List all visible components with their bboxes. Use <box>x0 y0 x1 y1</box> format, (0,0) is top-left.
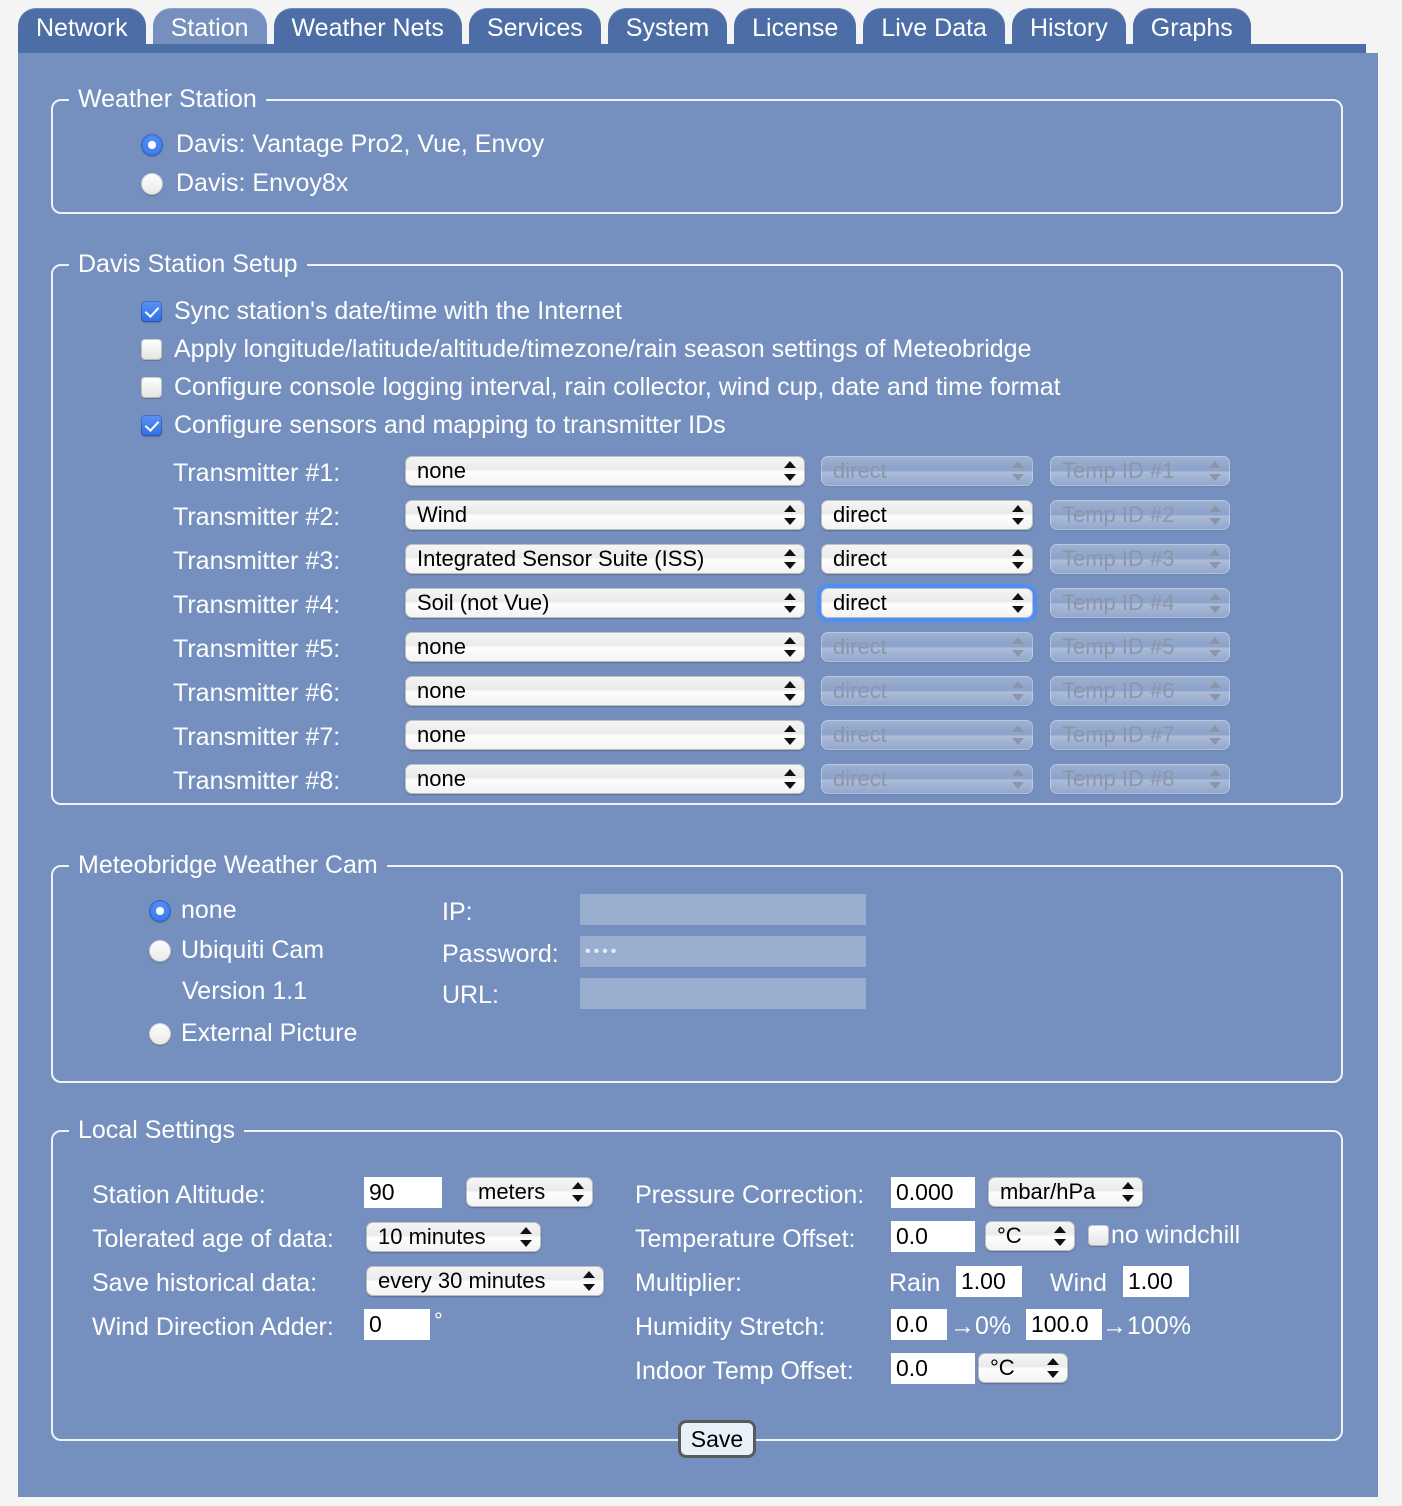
chevron-updown-icon <box>1054 1225 1066 1247</box>
davis-checkbox-label-0: Sync station's date/time with the Internet <box>174 297 623 325</box>
station-altitude-input[interactable]: 90 <box>364 1177 442 1208</box>
station-altitude-label: Station Altitude: <box>92 1181 266 1209</box>
temperature-offset-label-row <box>635 1225 855 1254</box>
weather-station-group <box>51 85 1343 214</box>
transmitter-4-tempid-select-value: Temp ID #4 <box>1062 590 1175 615</box>
password-label: Password: <box>442 940 559 968</box>
chevron-updown-icon <box>1209 680 1221 702</box>
chevron-updown-icon <box>784 592 796 614</box>
chevron-updown-icon <box>1209 548 1221 570</box>
transmitter-2-tempid-select-value: Temp ID #2 <box>1062 502 1175 527</box>
transmitter-1-sensor-select[interactable] <box>405 456 805 486</box>
chevron-updown-icon <box>784 636 796 658</box>
tab-label: History <box>1029 13 1108 42</box>
weather-cam-option-none-label: none <box>181 896 237 924</box>
transmitter-7-mode-select <box>821 720 1033 750</box>
chevron-updown-icon <box>520 1226 532 1248</box>
tolerated-age-select[interactable] <box>366 1222 541 1252</box>
multiplier-rain-input[interactable]: 1.00 <box>956 1266 1022 1297</box>
save-historical-value: every 30 minutes <box>378 1268 546 1293</box>
transmitter-1-mode-select-value: direct <box>833 458 887 483</box>
chevron-updown-icon <box>572 1181 584 1203</box>
multiplier-wind-input[interactable]: 1.00 <box>1123 1266 1189 1297</box>
local-settings-legend: Local Settings <box>78 1116 236 1144</box>
checkbox-no-windchill[interactable] <box>1088 1225 1109 1246</box>
chevron-updown-icon <box>1012 768 1024 790</box>
transmitter-label-row-2 <box>173 503 340 532</box>
save-historical-select[interactable] <box>366 1266 604 1296</box>
transmitter-8-mode-select-value: direct <box>833 766 887 791</box>
radio-davis-vantage-pro2[interactable] <box>141 134 163 156</box>
tab-label: Services <box>486 13 583 42</box>
transmitter-5-sensor-select-value: none <box>417 634 466 659</box>
transmitter-3-tempid-select <box>1050 544 1230 574</box>
transmitter-label-4: Transmitter #4: <box>173 591 341 619</box>
transmitter-3-sensor-select[interactable] <box>405 544 805 574</box>
transmitter-4-mode-select-value: direct <box>833 590 887 615</box>
radio-cam-external-picture[interactable] <box>149 1023 171 1045</box>
transmitter-8-sensor-select-value: none <box>417 766 466 791</box>
davis-checkbox-row-1[interactable] <box>141 335 1031 364</box>
transmitter-5-tempid-select <box>1050 632 1230 662</box>
humidity-stretch-high-input[interactable]: 100.0 <box>1026 1309 1102 1340</box>
transmitter-label-row-1 <box>173 459 340 488</box>
temperature-unit-value: °C <box>997 1223 1022 1248</box>
chevron-updown-icon <box>1012 724 1024 746</box>
humidity-stretch-label-row <box>635 1313 825 1342</box>
transmitter-5-mode-select-value: direct <box>833 634 887 659</box>
url-label: URL: <box>442 981 499 1009</box>
save-historical-label: Save historical data: <box>92 1269 318 1297</box>
tab-label: Weather Nets <box>291 13 444 42</box>
davis-checkbox-label-2: Configure console logging interval, rain collector, wind cup, date and time format <box>174 373 1061 401</box>
davis-checkbox-row-2[interactable] <box>141 373 1061 402</box>
transmitter-4-mode-select[interactable] <box>821 588 1033 618</box>
chevron-updown-icon <box>1047 1357 1059 1379</box>
chevron-updown-icon <box>1012 504 1024 526</box>
transmitter-3-sensor-select-value: Integrated Sensor Suite (ISS) <box>417 546 705 571</box>
checkbox-davis-option-3[interactable] <box>141 415 162 436</box>
checkbox-davis-option-0[interactable] <box>141 301 162 322</box>
radio-cam-ubiquiti[interactable] <box>149 940 171 962</box>
humidity-stretch-low-input[interactable]: 0.0 <box>891 1309 947 1340</box>
transmitter-2-sensor-select[interactable] <box>405 500 805 530</box>
transmitter-1-sensor-select-value: none <box>417 458 466 483</box>
davis-station-setup-group <box>51 250 1343 805</box>
humidity-high-target-label: →100% <box>1102 1312 1191 1340</box>
tolerated-age-value: 10 minutes <box>378 1224 486 1249</box>
indoor-temp-unit-value: °C <box>990 1355 1015 1380</box>
tab-label: Station <box>170 13 249 42</box>
transmitter-4-sensor-select-value: Soil (not Vue) <box>417 590 550 615</box>
transmitter-label-row-6 <box>173 679 340 708</box>
tolerated-age-label-row <box>92 1225 334 1254</box>
chevron-updown-icon <box>1012 592 1024 614</box>
davis-setup-legend: Davis Station Setup <box>78 250 298 278</box>
chevron-updown-icon <box>1012 680 1024 702</box>
humidity-high-target-row <box>1102 1312 1191 1341</box>
password-field[interactable]: •••• <box>580 936 866 967</box>
pressure-unit-value: mbar/hPa <box>1000 1179 1096 1204</box>
temperature-unit-select[interactable] <box>985 1221 1075 1251</box>
chevron-updown-icon <box>1012 460 1024 482</box>
weather-station-legend: Weather Station <box>78 85 257 113</box>
degree-suffix-label: ° <box>434 1308 443 1333</box>
weather-cam-url-label-row <box>442 981 499 1010</box>
weather-cam-option-external[interactable] <box>149 1019 357 1048</box>
tab-label: Network <box>36 13 128 42</box>
pressure-unit-select[interactable] <box>988 1177 1143 1207</box>
transmitter-label-row-7 <box>173 723 340 752</box>
transmitter-8-sensor-select[interactable] <box>405 764 805 794</box>
transmitter-6-sensor-select-value: none <box>417 678 466 703</box>
tab-label: System <box>625 13 710 42</box>
chevron-updown-icon <box>1122 1181 1134 1203</box>
multiplier-label: Multiplier: <box>635 1269 742 1297</box>
humidity-low-target-row <box>950 1312 1011 1341</box>
chevron-updown-icon <box>784 724 796 746</box>
transmitter-6-mode-select-value: direct <box>833 678 887 703</box>
url-field[interactable] <box>580 978 866 1009</box>
multiplier-rain-label-row <box>889 1269 940 1298</box>
davis-checkbox-label-3: Configure sensors and mapping to transmitter IDs <box>174 411 726 439</box>
davis-checkbox-row-0[interactable] <box>141 297 622 326</box>
transmitter-label-8: Transmitter #8: <box>173 767 341 795</box>
pressure-correction-input[interactable]: 0.000 <box>891 1177 975 1208</box>
humidity-low-target-label: →0% <box>950 1312 1012 1340</box>
transmitter-5-tempid-select-value: Temp ID #5 <box>1062 634 1175 659</box>
transmitter-3-mode-select[interactable] <box>821 544 1033 574</box>
weather-cam-password-label-row <box>442 940 559 969</box>
wind-direction-adder-label: Wind Direction Adder: <box>92 1313 334 1341</box>
transmitter-2-mode-select[interactable] <box>821 500 1033 530</box>
chevron-updown-icon <box>1209 636 1221 658</box>
chevron-updown-icon <box>1012 548 1024 570</box>
wind-direction-adder-input[interactable]: 0 <box>364 1309 430 1340</box>
local-settings-group <box>51 1116 1343 1441</box>
chevron-updown-icon <box>1209 724 1221 746</box>
multiplier-rain-label: Rain <box>889 1269 941 1297</box>
radio-cam-none[interactable] <box>149 900 171 922</box>
no-windchill-row[interactable] <box>1088 1221 1240 1250</box>
transmitter-1-tempid-select <box>1050 456 1230 486</box>
transmitter-8-tempid-select <box>1050 764 1230 794</box>
checkbox-davis-option-1[interactable] <box>141 339 162 360</box>
transmitter-8-tempid-select-value: Temp ID #8 <box>1062 766 1175 791</box>
weather-cam-option-none[interactable] <box>149 896 237 925</box>
chevron-updown-icon <box>784 548 796 570</box>
transmitter-label-3: Transmitter #3: <box>173 547 341 575</box>
weather-cam-option-ubiquiti[interactable] <box>149 936 324 965</box>
transmitter-label-row-8 <box>173 767 340 796</box>
weather-cam-legend: Meteobridge Weather Cam <box>78 851 378 879</box>
radio-davis-envoy8x[interactable] <box>141 173 163 195</box>
weather-station-option-1[interactable] <box>141 169 348 198</box>
transmitter-1-mode-select <box>821 456 1033 486</box>
transmitter-4-tempid-select <box>1050 588 1230 618</box>
weather-cam-version-label: Version 1.1 <box>182 977 308 1005</box>
multiplier-wind-label-row <box>1050 1269 1107 1298</box>
indoor-temp-offset-label: Indoor Temp Offset: <box>635 1357 854 1385</box>
transmitter-label-row-5 <box>173 635 340 664</box>
chevron-updown-icon <box>784 504 796 526</box>
transmitter-6-mode-select <box>821 676 1033 706</box>
transmitter-label-row-4 <box>173 591 340 620</box>
save-button[interactable]: Save <box>678 1420 756 1458</box>
weather-cam-option-external-label: External Picture <box>181 1019 358 1047</box>
wind-direction-adder-label-row <box>92 1313 334 1342</box>
davis-checkbox-row-3[interactable] <box>141 411 726 440</box>
weather-station-option-0[interactable] <box>141 130 544 159</box>
transmitter-7-sensor-select[interactable] <box>405 720 805 750</box>
transmitter-2-sensor-select-value: Wind <box>417 502 468 527</box>
settings-panel <box>18 53 1378 1497</box>
tolerated-age-label: Tolerated age of data: <box>92 1225 334 1253</box>
chevron-updown-icon <box>583 1270 595 1292</box>
transmitter-3-mode-select-value: direct <box>833 546 887 571</box>
transmitter-8-mode-select <box>821 764 1033 794</box>
altitude-unit-value: meters <box>478 1179 546 1204</box>
transmitter-7-mode-select-value: direct <box>833 722 887 747</box>
transmitter-4-sensor-select[interactable] <box>405 588 805 618</box>
transmitter-6-tempid-select-value: Temp ID #6 <box>1062 678 1175 703</box>
weather-station-option-1-label: Davis: Envoy8x <box>176 169 349 197</box>
weather-cam-group <box>51 851 1343 1083</box>
station-altitude-label-row <box>92 1181 266 1210</box>
transmitter-label-7: Transmitter #7: <box>173 723 341 751</box>
transmitter-label-row-3 <box>173 547 340 576</box>
transmitter-label-2: Transmitter #2: <box>173 503 341 531</box>
checkbox-davis-option-2[interactable] <box>141 377 162 398</box>
humidity-stretch-label: Humidity Stretch: <box>635 1313 826 1341</box>
multiplier-wind-label: Wind <box>1050 1269 1107 1297</box>
chevron-updown-icon <box>1209 460 1221 482</box>
transmitter-2-mode-select-value: direct <box>833 502 887 527</box>
temperature-offset-input[interactable]: 0.0 <box>891 1221 975 1252</box>
tab-label: License <box>752 13 839 42</box>
weather-cam-version <box>182 977 307 1006</box>
transmitter-1-tempid-select-value: Temp ID #1 <box>1062 458 1175 483</box>
indoor-temp-unit-select[interactable] <box>978 1353 1068 1383</box>
chevron-updown-icon <box>1209 504 1221 526</box>
chevron-updown-icon <box>784 460 796 482</box>
transmitter-6-sensor-select[interactable] <box>405 676 805 706</box>
transmitter-label-6: Transmitter #6: <box>173 679 341 707</box>
tab-bar-underline <box>18 44 1366 53</box>
indoor-temp-offset-input[interactable]: 0.0 <box>891 1353 975 1384</box>
transmitter-5-sensor-select[interactable] <box>405 632 805 662</box>
ip-label: IP: <box>442 898 473 926</box>
chevron-updown-icon <box>784 680 796 702</box>
multiplier-label-row <box>635 1269 742 1298</box>
temperature-offset-label: Temperature Offset: <box>635 1225 856 1253</box>
transmitter-3-tempid-select-value: Temp ID #3 <box>1062 546 1175 571</box>
transmitter-7-tempid-select <box>1050 720 1230 750</box>
transmitter-7-sensor-select-value: none <box>417 722 466 747</box>
tab-label: Graphs <box>1150 13 1233 42</box>
chevron-updown-icon <box>1012 636 1024 658</box>
altitude-unit-select[interactable] <box>466 1177 593 1207</box>
transmitter-2-tempid-select <box>1050 500 1230 530</box>
weather-cam-ip-label-row <box>442 898 473 927</box>
no-windchill-label: no windchill <box>1111 1221 1241 1249</box>
chevron-updown-icon <box>784 768 796 790</box>
weather-cam-option-ubiquiti-label: Ubiquiti Cam <box>181 936 325 964</box>
weather-station-option-0-label: Davis: Vantage Pro2, Vue, Envoy <box>176 130 545 158</box>
pressure-correction-label-row <box>635 1181 864 1210</box>
transmitter-label-5: Transmitter #5: <box>173 635 341 663</box>
davis-checkbox-label-1: Apply longitude/latitude/altitude/timezone/rain season settings of Meteobridge <box>174 335 1032 363</box>
wind-direction-adder-suffix-row <box>434 1308 443 1334</box>
transmitter-6-tempid-select <box>1050 676 1230 706</box>
tab-label: Live Data <box>881 13 987 42</box>
transmitter-label-1: Transmitter #1: <box>173 459 341 487</box>
indoor-temp-offset-label-row <box>635 1357 854 1386</box>
chevron-updown-icon <box>1209 592 1221 614</box>
ip-field[interactable] <box>580 894 866 925</box>
save-historical-label-row <box>92 1269 317 1298</box>
transmitter-5-mode-select <box>821 632 1033 662</box>
chevron-updown-icon <box>1209 768 1221 790</box>
transmitter-7-tempid-select-value: Temp ID #7 <box>1062 722 1175 747</box>
pressure-correction-label: Pressure Correction: <box>635 1181 865 1209</box>
